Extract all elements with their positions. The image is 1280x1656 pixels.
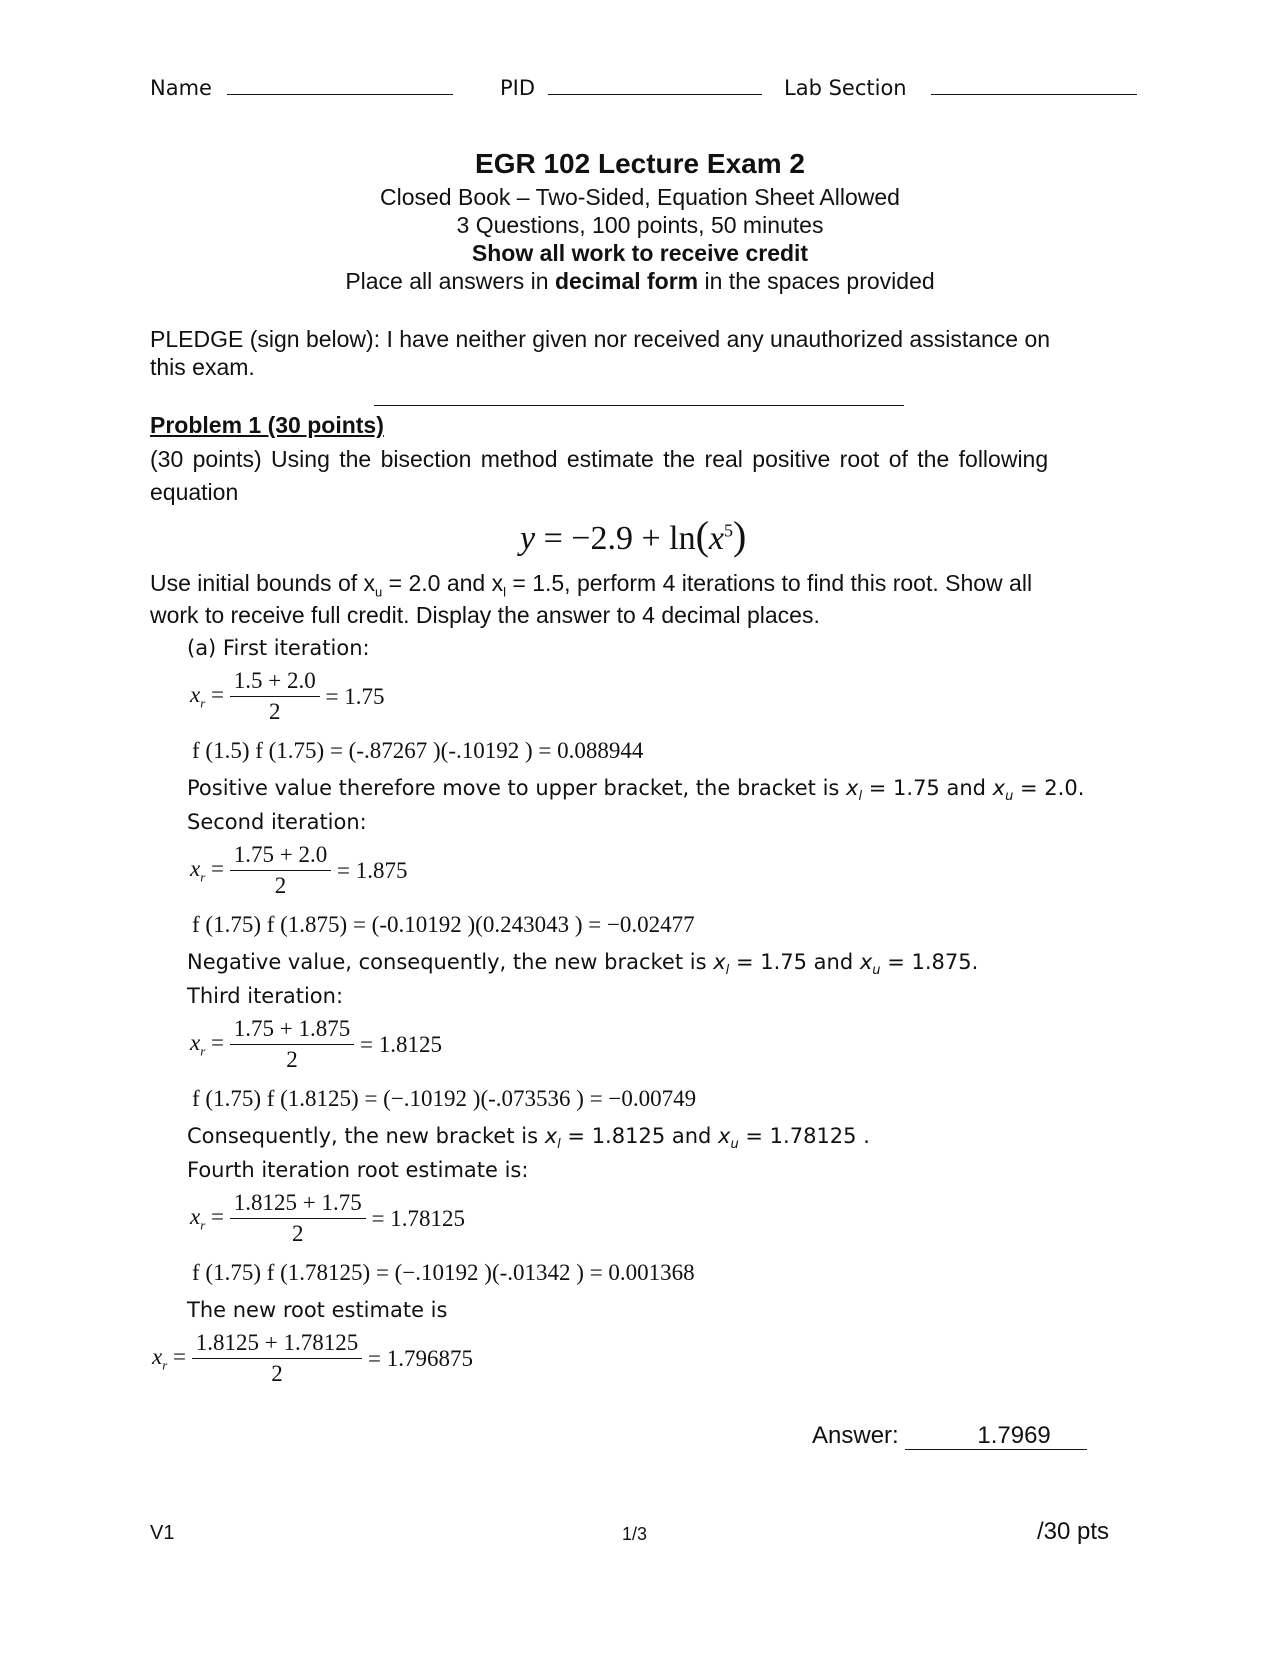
exam-title: EGR 102 Lecture Exam 2 (475, 148, 805, 179)
exam-rules-line1: Closed Book – Two-Sided, Equation Sheet Allowed (380, 184, 900, 210)
iteration-xr-equation: $x_r$ = $\frac{1.8125 + 1.75}{2}$ = 1.78125 (190, 1188, 465, 1249)
bounds-sub-u: u (375, 584, 383, 600)
pid-field (500, 76, 762, 100)
note-l: l (858, 789, 863, 805)
frac-result: = 1.8125 (360, 1031, 442, 1057)
frac-numerator: 1.75 + 1.875 (230, 1014, 354, 1045)
iteration-label: (a) First iteration: (187, 636, 370, 660)
exam-rules-line3: Show all work to receive credit (471, 240, 809, 266)
frac-denominator: 2 (274, 873, 287, 898)
iteration-f-product: f (1.75) f (1.8125) = (−.10192 )(-.073536 ) = −0.00749 (192, 1086, 697, 1111)
iteration-note (187, 776, 1084, 804)
note-l: l (557, 1137, 561, 1153)
problem-heading: Problem 1 (30 points) (150, 412, 384, 438)
frac-numerator: 1.75 + 2.0 (230, 840, 331, 871)
pledge-line1: PLEDGE (sign below): I have neither given nor received any unauthorized assistance on (150, 326, 1051, 352)
footer-version: V1 (150, 1522, 175, 1544)
note-pre: Consequently, the new bracket is (187, 1124, 545, 1148)
pid-label: PID (500, 76, 536, 100)
note-post: = 1.75 and (862, 776, 993, 800)
frac-numerator: 1.8125 + 1.75 (230, 1188, 366, 1219)
bounds-line2: work to receive full credit. Display the answer to 4 decimal places. (150, 602, 820, 628)
frac-denominator: 2 (269, 699, 281, 724)
signature-line[interactable] (374, 405, 904, 406)
note-u: u (1005, 789, 1014, 805)
rules-line4-post: in the spaces provided (698, 268, 935, 294)
problem-text-line2: equation (150, 479, 239, 505)
name-field (150, 76, 453, 100)
equation-y: y (520, 520, 536, 557)
iteration-f-product: f (1.75) f (1.78125) = (−.10192 )(-.01342 ) = 0.001368 (192, 1260, 695, 1285)
lab-section-field (784, 76, 1137, 100)
iteration-xr-equation: $x_r$ = $\frac{1.75 + 1.875}{2}$ = 1.8125 (190, 1014, 442, 1075)
iteration-xr-equation: $x_r$ = $\frac{1.75 + 2.0}{2}$ = 1.875 (190, 840, 407, 901)
var-x: x (190, 855, 201, 881)
bounds-line1 (150, 570, 1032, 600)
name-blank[interactable] (227, 76, 453, 95)
note-l: l (725, 963, 730, 979)
pid-blank[interactable] (548, 76, 762, 95)
note-x: x (713, 950, 726, 974)
note-pre: Negative value, consequently, the new bracket is (187, 950, 714, 974)
problem-text-line1: (30 points) Using the bisection method estimate the real positive root of the following (150, 446, 1049, 472)
lab-section-blank[interactable] (931, 76, 1137, 95)
note-u: u (730, 1137, 739, 1153)
note-x2: x (718, 1124, 731, 1148)
note-end: = 1.78125 . (738, 1124, 870, 1148)
frac-result: = 1.78125 (371, 1205, 465, 1231)
var-x: x (190, 1029, 201, 1055)
frac-numerator: 1.5 + 2.0 (230, 666, 320, 697)
var-r: r (200, 695, 206, 711)
var-r: r (200, 869, 206, 885)
exam-rules-line2: 3 Questions, 100 points, 50 minutes (456, 212, 824, 238)
bounds-text-b: = 2.0 and x (382, 570, 504, 596)
frac-denominator: 2 (286, 1047, 298, 1072)
bounds-text-a: Use initial bounds of x (150, 570, 376, 596)
bounds-text-c: = 1.5, perform 4 iterations to find this root. Show all (505, 570, 1033, 596)
iteration-f-product: f (1.5) f (1.75) = (-.87267 )(-.10192 ) = 0.088944 (192, 738, 644, 763)
note-x: x (544, 1124, 558, 1148)
iteration-note (187, 1124, 870, 1152)
var-x: x (190, 1203, 201, 1229)
footer-page-number: 1/3 (622, 1524, 648, 1544)
final-xr-equation: $x_r$ = $\frac{1.8125 + 1.78125}{2}$ = 1.796875 (152, 1328, 473, 1389)
lab-section-label: Lab Section (784, 76, 907, 100)
iteration-label: Second iteration: (187, 810, 367, 834)
var-x: x (190, 681, 201, 707)
answer-label: Answer: (812, 1422, 906, 1449)
note-post: = 1.75 and (729, 950, 860, 974)
equation-rhs: = −2.9 + ln (543, 520, 696, 557)
equation-exp: 5 (724, 520, 733, 541)
equation-x: x (708, 520, 724, 557)
final-result: = 1.796875 (368, 1345, 473, 1371)
note-u: u (872, 963, 881, 979)
rules-line4-pre: Place all answers in (345, 268, 555, 294)
final-denominator: 2 (271, 1361, 283, 1386)
iteration-label: Fourth iteration root estimate is: (187, 1158, 529, 1182)
frac-result: = 1.875 (337, 857, 408, 883)
bounds-sub-l: l (503, 584, 506, 600)
name-label: Name (150, 76, 212, 100)
note-x2: x (992, 776, 1006, 800)
var-r: r (200, 1043, 206, 1059)
iteration-label: Third iteration: (187, 984, 344, 1008)
answer-field (812, 1422, 1087, 1450)
footer-points: /30 pts (1037, 1518, 1110, 1545)
note-end: = 1.875. (880, 950, 979, 974)
frac-denominator: 2 (292, 1221, 304, 1246)
note-pre: Positive value therefore move to upper bracket, the bracket is (187, 776, 847, 800)
var-x: x (152, 1343, 163, 1369)
final-numerator: 1.8125 + 1.78125 (192, 1328, 362, 1359)
iteration-f-product: f (1.75) f (1.875) = (-0.10192 )(0.243043 ) = −0.02477 (192, 912, 695, 937)
iteration-note: The new root estimate is (187, 1298, 448, 1322)
rules-line4-bold: decimal form (554, 268, 699, 294)
pledge-line2: this exam. (150, 354, 255, 380)
note-x2: x (859, 950, 873, 974)
exam-rules-line4 (0, 268, 1280, 295)
note-post: = 1.8125 and (560, 1124, 719, 1148)
note-x: x (846, 776, 859, 800)
note-end: = 2.0. (1013, 776, 1085, 800)
problem-equation: $y = -2.9 + \ln(x^5)$ (520, 513, 747, 558)
var-r: r (162, 1357, 168, 1373)
iteration-xr-equation: $x_r$ = $\frac{1.5 + 2.0}{2}$ = 1.75 (190, 666, 384, 727)
answer-value[interactable]: 1.7969 (905, 1423, 1086, 1450)
frac-result: = 1.75 (325, 683, 385, 709)
var-r: r (200, 1217, 206, 1233)
iteration-note (187, 950, 978, 978)
